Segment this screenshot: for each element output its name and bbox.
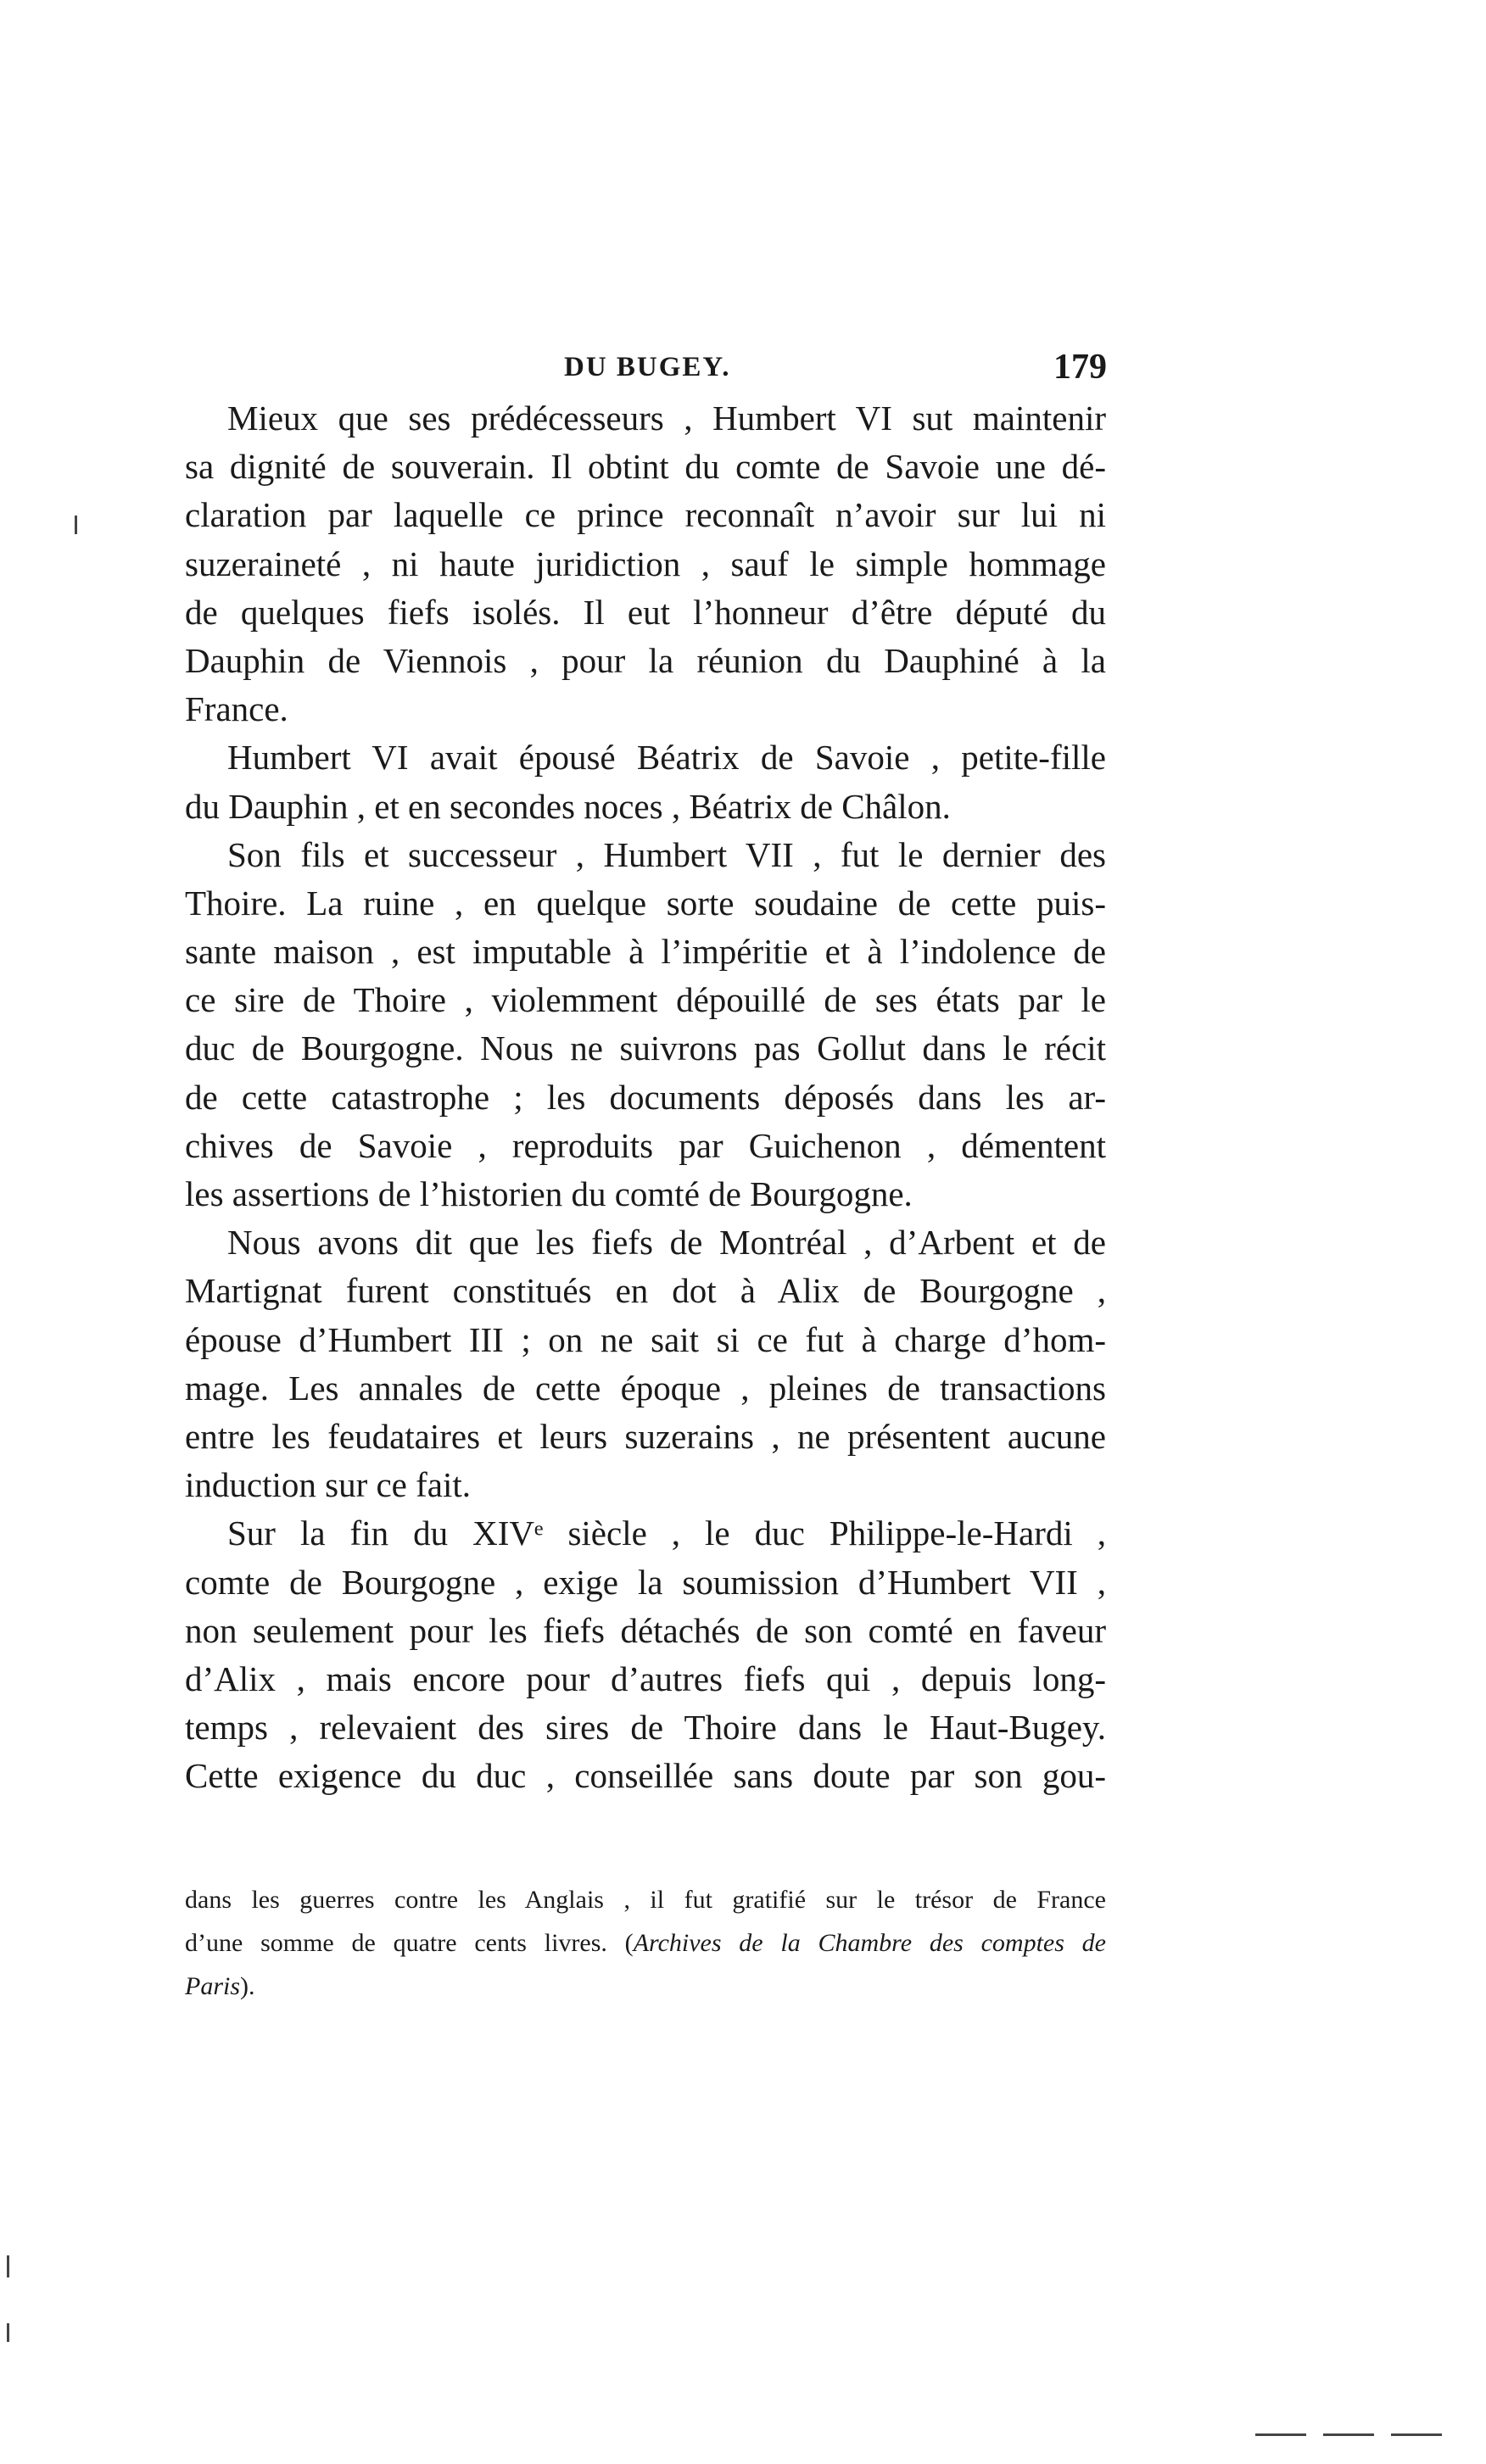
page-header	[225, 335, 1107, 386]
text-line: Humbert VI avait épousé Béatrix de Savoie , petite-fille	[227, 738, 1106, 778]
text-line: mage. Les annales de cette époque , pleines de transactions	[185, 1368, 1106, 1408]
scan-mark	[75, 516, 77, 534]
text-line: épouse d’Humbert III ; on ne sait si ce fut à charge d’hom-	[185, 1319, 1106, 1359]
footnote-citation: Paris	[185, 1972, 241, 2000]
text-line: Son fils et successeur , Humbert VII , fut le dernier des	[227, 834, 1106, 874]
text-line: ce sire de Thoire , violemment dépouillé de ses états par le	[185, 980, 1106, 1020]
scan-mark	[1323, 2433, 1374, 2436]
text-line: Nous avons dit que les fiefs de Montréal , d’Arbent et de	[227, 1223, 1106, 1263]
footnote-line	[185, 1965, 1106, 2008]
footnote-line: dans les guerres contre les Anglais , il fut gratifié sur le trésor de France	[185, 1886, 1106, 1914]
text-line: France.	[185, 689, 288, 729]
footnote-citation: Archives de la Chambre des comptes de	[633, 1929, 1107, 1957]
page-number: 179	[1053, 348, 1107, 387]
text-line: de quelques fiefs isolés. Il eut l’honneur d’être député du	[185, 592, 1106, 632]
text-line: entre les feudataires et leurs suzerains , ne présentent aucune	[185, 1416, 1106, 1456]
text-line: du Dauphin , et en secondes noces , Béatrix de Châlon.	[185, 786, 951, 826]
scan-mark	[1391, 2433, 1442, 2436]
text-line: de cette catastrophe ; les documents déposés dans les ar-	[185, 1077, 1106, 1117]
body-text	[185, 394, 1106, 1800]
text-line: Mieux que ses prédécesseurs , Humbert VI sut maintenir	[227, 399, 1106, 438]
footnote-text: d’une somme de quatre cents livres. (	[185, 1929, 634, 1957]
text-line: non seulement pour les fiefs détachés de son comté en faveur	[185, 1610, 1106, 1650]
text-line: les assertions de l’historien du comté de Bourgogne.	[185, 1174, 913, 1213]
footnote-text: ).	[240, 1972, 255, 2000]
scan-mark	[1255, 2433, 1306, 2436]
scan-mark	[7, 2323, 9, 2342]
footnote	[185, 1878, 1106, 2008]
text-line: induction sur ce fait.	[185, 1465, 472, 1505]
text-line: duc de Bourgogne. Nous ne suivrons pas Gollut dans le récit	[185, 1029, 1106, 1068]
text-line: chives de Savoie , reproduits par Guichenon , démentent	[185, 1125, 1106, 1165]
text-line: comte de Bourgogne , exige la soumission d’Humbert VII ,	[185, 1562, 1106, 1602]
text-line: claration par laquelle ce prince reconnaît n’avoir sur lui ni	[185, 495, 1106, 535]
text-line: Sur la fin du XIVᵉ siècle , le duc Philippe-le-Hardi ,	[227, 1514, 1106, 1553]
text-line: d’Alix , mais encore pour d’autres fiefs qui , depuis long-	[185, 1658, 1106, 1698]
text-line: sa dignité de souverain. Il obtint du comte de Savoie une dé-	[185, 447, 1106, 487]
running-title: DU BUGEY.	[564, 352, 731, 382]
text-line: sante maison , est imputable à l’impéritie et à l’indolence de	[185, 932, 1106, 972]
text-line: suzeraineté , ni haute juridiction , sauf le simple hommage	[185, 544, 1106, 583]
footnote-line	[185, 1921, 1106, 1965]
text-line: temps , relevaient des sires de Thoire dans le Haut-Bugey.	[185, 1708, 1106, 1748]
text-line: Dauphin de Viennois , pour la réunion du Dauphiné à la	[185, 640, 1106, 680]
text-line: Thoire. La ruine , en quelque sorte soudaine de cette puis-	[185, 883, 1106, 923]
text-line: Martignat furent constitués en dot à Alix de Bourgogne ,	[185, 1271, 1106, 1311]
scan-mark	[7, 2255, 9, 2277]
text-line: Cette exigence du duc , conseillée sans doute par son gou-	[185, 1756, 1106, 1796]
